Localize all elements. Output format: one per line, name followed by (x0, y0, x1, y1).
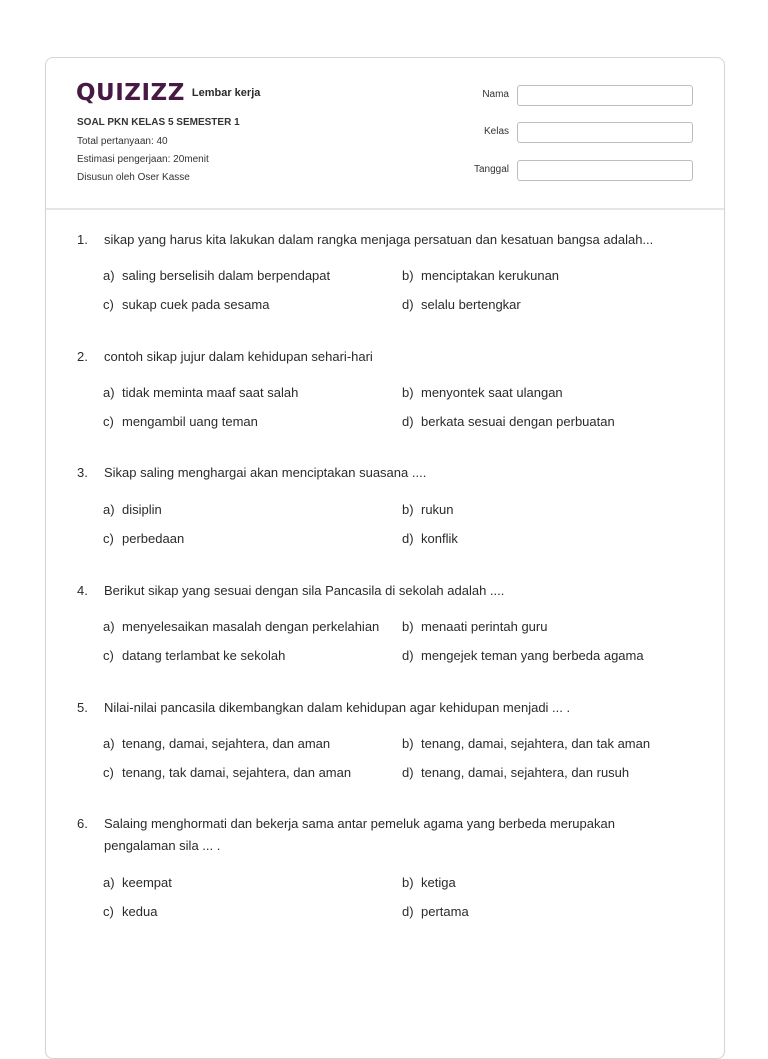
option-c[interactable] (103, 647, 285, 665)
brand-subtitle: Lembar kerja (191, 87, 261, 99)
option-key: c) (103, 297, 114, 312)
option-d[interactable] (402, 296, 521, 314)
worksheet-page (45, 57, 725, 1059)
option-c[interactable] (103, 296, 269, 314)
option-key: d) (402, 414, 414, 429)
option-text: saling berselisih dalam berpendapat (122, 268, 331, 283)
option-text: datang terlambat ke sekolah (122, 648, 286, 663)
option-text: rukun (421, 502, 454, 517)
author: Disusun oleh Oser Kasse (77, 172, 190, 183)
option-key: c) (103, 414, 114, 429)
time-estimate: Estimasi pengerjaan: 20menit (77, 154, 209, 165)
option-d[interactable] (402, 413, 615, 431)
question-text: contoh sikap jujur dalam kehidupan sehari-hari (104, 349, 373, 364)
class-label: Kelas (483, 126, 509, 137)
option-key: b) (402, 875, 414, 890)
option-text: ketiga (421, 875, 456, 890)
option-key: c) (103, 531, 114, 546)
option-key: a) (103, 268, 115, 283)
option-d[interactable] (402, 530, 458, 548)
total-questions: Total pertanyaan: 40 (77, 136, 168, 147)
option-text: kedua (122, 904, 158, 919)
option-text: sukap cuek pada sesama (122, 297, 270, 312)
option-a[interactable] (103, 384, 298, 402)
option-key: b) (402, 502, 414, 517)
option-b[interactable] (402, 618, 547, 636)
option-text: tenang, damai, sejahtera, dan tak aman (421, 736, 651, 751)
option-key: c) (103, 648, 114, 663)
question-text: Nilai-nilai pancasila dikembangkan dalam kehidupan agar kehidupan menjadi ... . (104, 700, 571, 715)
class-field[interactable] (517, 122, 693, 143)
option-d[interactable] (402, 647, 644, 665)
question-text: Salaing menghormati dan bekerja sama antar pemeluk agama yang berbeda merupakan pengalaman sila ... . (104, 816, 615, 853)
option-key: d) (402, 765, 414, 780)
option-b[interactable] (402, 501, 454, 519)
question-number: 6. (77, 816, 88, 831)
option-b[interactable] (402, 384, 563, 402)
option-text: menyelesaikan masalah dengan perkelahian (122, 619, 380, 634)
option-a[interactable] (103, 735, 330, 753)
option-key: b) (402, 619, 414, 634)
option-a[interactable] (103, 874, 172, 892)
option-key: c) (103, 765, 114, 780)
question-text: Berikut sikap yang sesuai dengan sila Pancasila di sekolah adalah .... (104, 583, 505, 598)
option-text: disiplin (122, 502, 162, 517)
option-key: a) (103, 385, 115, 400)
option-text: pertama (421, 904, 469, 919)
option-b[interactable] (402, 267, 559, 285)
option-text: konflik (421, 531, 458, 546)
option-text: tidak meminta maaf saat salah (122, 385, 299, 400)
option-key: d) (402, 648, 414, 663)
option-text: menaati perintah guru (421, 619, 548, 634)
option-text: tenang, damai, sejahtera, dan rusuh (421, 765, 630, 780)
option-key: c) (103, 904, 114, 919)
option-text: mengambil uang teman (122, 414, 258, 429)
option-key: d) (402, 297, 414, 312)
option-text: selalu bertengkar (421, 297, 521, 312)
option-text: perbedaan (122, 531, 185, 546)
option-text: mengejek teman yang berbeda agama (421, 648, 644, 663)
option-key: a) (103, 736, 115, 751)
option-key: a) (103, 619, 115, 634)
date-field[interactable] (517, 160, 693, 181)
question-text: sikap yang harus kita lakukan dalam rangka menjaga persatuan dan kesatuan bangsa adalah... (104, 232, 654, 247)
option-a[interactable] (103, 618, 379, 636)
option-text: tenang, tak damai, sejahtera, dan aman (122, 765, 352, 780)
option-key: b) (402, 268, 414, 283)
option-key: d) (402, 531, 414, 546)
option-b[interactable] (402, 874, 456, 892)
option-key: a) (103, 502, 115, 517)
option-text: berkata sesuai dengan perbuatan (421, 414, 615, 429)
option-key: b) (402, 385, 414, 400)
option-text: menciptakan kerukunan (421, 268, 560, 283)
worksheet-title: SOAL PKN KELAS 5 SEMESTER 1 (77, 117, 240, 128)
worksheet-header (46, 58, 724, 210)
question-number: 2. (77, 349, 88, 364)
option-c[interactable] (103, 764, 351, 782)
option-d[interactable] (402, 764, 629, 782)
date-label: Tanggal (473, 164, 509, 175)
option-b[interactable] (402, 735, 650, 753)
option-key: a) (103, 875, 115, 890)
quizizz-logo: QUIZIZZ (76, 80, 185, 106)
question-number: 1. (77, 232, 88, 247)
option-c[interactable] (103, 530, 184, 548)
question-number: 5. (77, 700, 88, 715)
name-field[interactable] (517, 85, 693, 106)
option-d[interactable] (402, 903, 469, 921)
name-label: Nama (482, 89, 509, 100)
option-key: b) (402, 736, 414, 751)
option-a[interactable] (103, 267, 330, 285)
option-text: tenang, damai, sejahtera, dan aman (122, 736, 331, 751)
brand (76, 80, 260, 106)
option-key: d) (402, 904, 414, 919)
option-a[interactable] (103, 501, 162, 519)
question-number: 4. (77, 583, 88, 598)
option-text: keempat (122, 875, 172, 890)
option-c[interactable] (103, 903, 157, 921)
question-number: 3. (77, 465, 88, 480)
option-text: menyontek saat ulangan (421, 385, 563, 400)
option-c[interactable] (103, 413, 258, 431)
question-text: Sikap saling menghargai akan menciptakan suasana .... (104, 465, 427, 480)
